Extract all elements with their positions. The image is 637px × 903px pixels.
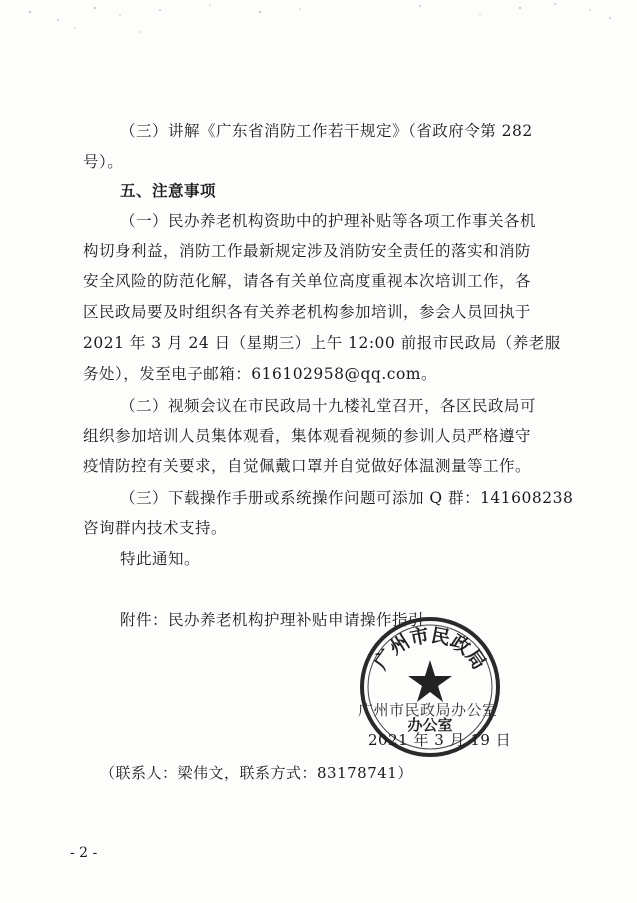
paragraph-line: （二）视频会议在市民政局十九楼礼堂召开，各区民政局可 bbox=[120, 397, 537, 415]
paragraph-line: （三）下载操作手册或系统操作问题可添加 Q 群：141608238 bbox=[120, 489, 574, 507]
paragraph-line: 组织参加培训人员集体观看，集体观看视频的参训人员严格遵守 bbox=[83, 427, 532, 445]
contact-info: （联系人：梁伟文，联系方式：83178741） bbox=[100, 764, 413, 782]
svg-text:广州市民政局: 广州市民政局 bbox=[369, 624, 491, 674]
closing-line: 特此通知。 bbox=[120, 550, 201, 568]
svg-text:办公室: 办公室 bbox=[407, 716, 453, 734]
paragraph-line: 务处），发至电子邮箱：616102958@qq.com。 bbox=[83, 365, 437, 383]
scan-noise bbox=[0, 0, 637, 60]
paragraph-line: 安全风险的防范化解，请各有关单位高度重视本次培训工作，各 bbox=[83, 272, 532, 290]
paragraph-line: 2021 年 3 月 24 日（星期三）上午 12:00 前报市民政局（养老服 bbox=[83, 334, 561, 352]
page-number: - 2 - bbox=[70, 845, 98, 861]
paragraph-line: 疫情防控有关要求，自觉佩戴口罩并自觉做好体温测量等工作。 bbox=[83, 457, 532, 475]
attachment-line: 附件：民办养老机构护理补贴申请操作指引 bbox=[120, 611, 425, 629]
section-heading: 五、注意事项 bbox=[120, 181, 217, 200]
signing-organization: 广州市民政局办公室 bbox=[358, 701, 498, 719]
paragraph-line: 构切身利益，消防工作最新规定涉及消防安全责任的落实和消防 bbox=[83, 242, 532, 260]
paragraph-line: 号）。 bbox=[83, 153, 124, 171]
paragraph-line: 咨询群内技术支持。 bbox=[83, 519, 228, 537]
paragraph-line: 区民政局要及时组织各有关养老机构参加培训，参会人员回执于 bbox=[83, 303, 532, 321]
signing-date: 2021 年 3 月 19 日 bbox=[368, 731, 512, 749]
paragraph-line: （一）民办养老机构资助中的护理补贴等各项工作事关各机 bbox=[120, 212, 537, 230]
paragraph-line: （三）讲解《广东省消防工作若干规定》（省政府令第 282 bbox=[120, 122, 533, 140]
